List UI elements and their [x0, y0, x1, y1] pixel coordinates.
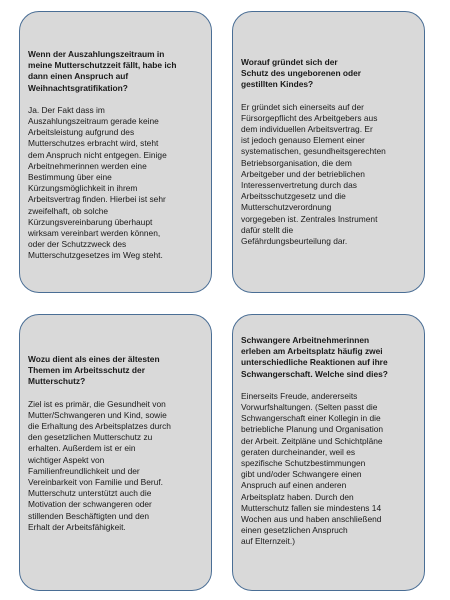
card-question: Schwangere Arbeitnehmerinnen erleben am Arbeitsplatz häufig zwei unterschiedliche Reaktionen auf ihre Schwangerschaft. Welche sind dies?	[241, 335, 388, 379]
card-answer: Einerseits Freude, andererseits Vorwurfshaltungen. (Selten passt die Schwangerschaft einer Kollegin in die betriebliche Planung und Organisation der Arbeit. Zeitpläne und Schichtpläne geraten durcheinander, weil es spezifische Schutzbestimmungen gibt und/oder Schwangere einen Anspruch auf einen anderen Arbeitsplatz haben. Durch den Mutterschutz fallen sie mindestens 14 Wochen aus und haben anschließend einen gesetzlichen Anspruch auf Elternzeit.)	[241, 390, 384, 547]
card-question: Worauf gründet sich der Schutz des ungeborenen oder gestillten Kindes?	[241, 57, 362, 90]
qa-card-top-right	[232, 11, 425, 293]
card-question: Wenn der Auszahlungszeitraum in meine Mutterschutzzeit fällt, habe ich dann einen Anspruch auf Weihnachtsgratifikation?	[28, 49, 177, 93]
qa-card-bottom-right	[232, 314, 425, 591]
card-answer: Ja. Der Fakt dass im Auszahlungszeitraum gerade keine Arbeitsleistung aufgrund des Mutterschutzes erbracht wird, steht dem Anspruch nicht entgegen. Einige Arbeitnehmerinnen werden eine Bestimmung über eine Kürzungsmöglichkeit in ihrem Arbeitsvertrag finden. Hierbei ist sehr zweifelhaft, ob solche Kürzungsvereinbarung überhaupt wirksam vereinbart werden können, oder der Schutzzweck des Mutterschutzgesetzes im Weg steht.	[28, 104, 167, 261]
qa-card-bottom-left	[19, 314, 212, 591]
qa-card-top-left	[19, 11, 212, 293]
card-answer: Ziel ist es primär, die Gesundheit von Mutter/Schwangeren und Kind, sowie die Erhaltung des Arbeitsplatzes durch den gesetzlichen Mutterschutz zu erhalten. Außerdem ist er ein wichtiger Aspekt von Familienfreundlichkeit und der Vereinbarkeit von Familie und Beruf. Mutterschutz unterstützt auch die Motivation der schwangeren oder stillenden Beschäftigten und den Erhalt der Arbeitsfähigkeit.	[28, 398, 171, 532]
card-question: Wozu dient als eines der ältesten Themen im Arbeitsschutz der Mutterschutz?	[28, 354, 160, 387]
card-answer: Er gründet sich einerseits auf der Fürsorgepflicht des Arbeitgebers aus dem individuellen Arbeitsvertrag. Er ist jedoch genauso Element einer systematischen, gesundheitsgerechten Betriebsorganisation, die dem Arbeitgeber und der betrieblichen Interessenvertretung durch das Arbeitsschutzgesetz und die Mutterschutzverordnung vorgegeben ist. Zentrales Instrument dafür stellt die Gefährdungsbeurteilung dar.	[241, 101, 386, 247]
